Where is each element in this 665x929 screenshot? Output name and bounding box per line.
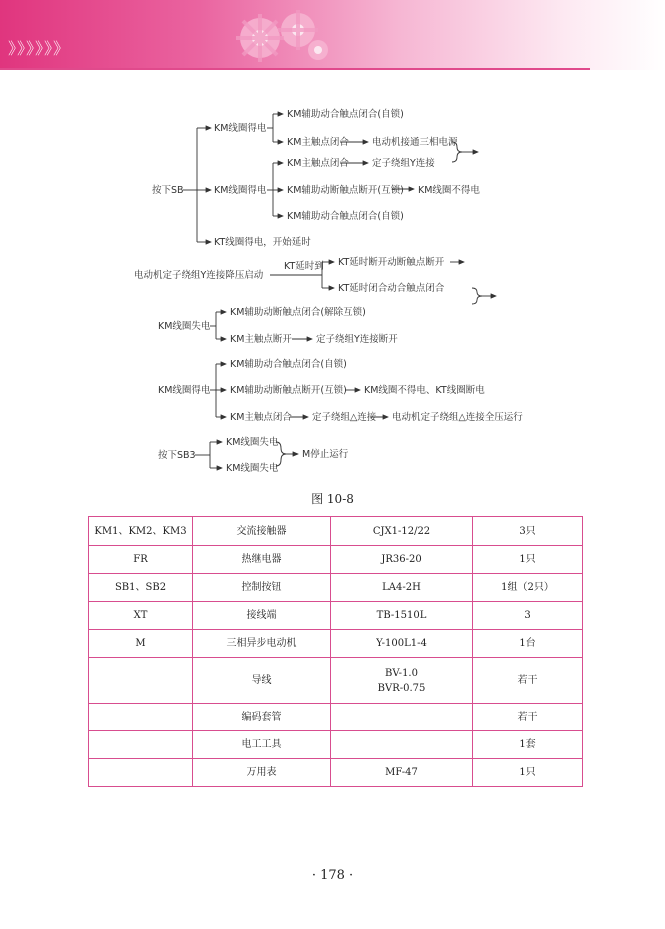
cell-name: 电工工具 bbox=[193, 731, 331, 759]
cell-name: 交流接触器 bbox=[193, 517, 331, 546]
table-row bbox=[89, 546, 583, 574]
table-row bbox=[89, 759, 583, 787]
dg-root1: 按下SB bbox=[152, 185, 184, 196]
dg-km-lose: KM线圈失电 bbox=[158, 321, 211, 332]
table-row bbox=[89, 630, 583, 658]
table-row bbox=[89, 658, 583, 704]
dg-motor-line: 电动机定子绕组Y连接降压启动 bbox=[134, 270, 264, 281]
cell-code bbox=[89, 658, 193, 704]
cell-model: MF-47 bbox=[331, 759, 473, 787]
page-number: · 178 · bbox=[311, 868, 354, 883]
dg-root1-b2-b-result: KM线圈不得电 bbox=[418, 185, 480, 196]
table-row bbox=[89, 602, 583, 630]
dg-root1-b2-a-result: 定子绕组Y连接 bbox=[372, 158, 435, 169]
dg-root1-b1-b: KM主触点闭合 bbox=[287, 137, 349, 148]
cell-name: 编码套管 bbox=[193, 704, 331, 731]
cell-qty: 若干 bbox=[473, 704, 583, 731]
cell-code: SB1、SB2 bbox=[89, 574, 193, 602]
cell-code bbox=[89, 759, 193, 787]
dg-root1-b1-b-result: 电动机接通三相电源 bbox=[372, 137, 458, 148]
dg-km-get-c-r2: 电动机定子绕组△连接全压运行 bbox=[392, 412, 523, 423]
dg-root1-b3: KT线圈得电，开始延时 bbox=[214, 237, 311, 248]
cell-qty: 1只 bbox=[473, 546, 583, 574]
cell-name: 万用表 bbox=[193, 759, 331, 787]
dg-stop: 按下SB3 bbox=[158, 450, 196, 461]
dg-km-get-a: KM辅助动合触点闭合(自锁) bbox=[230, 359, 347, 370]
cell-name: 热继电器 bbox=[193, 546, 331, 574]
chevron-decoration: 》》》》》》 bbox=[8, 39, 71, 58]
cell-qty: 1只 bbox=[473, 759, 583, 787]
dg-km-get: KM线圈得电 bbox=[158, 385, 211, 396]
cell-model bbox=[331, 658, 473, 704]
cell-qty: 3只 bbox=[473, 517, 583, 546]
dg-km-get-c-r1: 定子绕组△连接 bbox=[312, 412, 377, 423]
cell-code: KM1、KM2、KM3 bbox=[89, 517, 193, 546]
dg-root1-b1-a: KM辅助动合触点闭合(自锁) bbox=[287, 109, 404, 120]
dg-root1-b2-c: KM辅助动合触点闭合(自锁) bbox=[287, 211, 404, 222]
dg-stop-a: KM线圈失电 bbox=[226, 437, 279, 448]
figure-caption: 图 10-8 bbox=[311, 492, 354, 506]
dg-kt-delay: KT延时到 bbox=[284, 261, 324, 272]
dg-km-lose-b: KM主触点断开 bbox=[230, 334, 292, 345]
dg-km-get-c: KM主触点闭合 bbox=[230, 412, 292, 423]
dg-km-lose-a: KM辅助动断触点闭合(解除互锁) bbox=[230, 307, 366, 318]
cell-qty: 1组（2只） bbox=[473, 574, 583, 602]
table-row bbox=[89, 731, 583, 759]
cell-qty: 1台 bbox=[473, 630, 583, 658]
cell-code bbox=[89, 731, 193, 759]
cell-model bbox=[331, 704, 473, 731]
dg-km-lose-b-result: 定子绕组Y连接断开 bbox=[316, 334, 398, 345]
dg-kt-b: KT延时闭合动合触点闭合 bbox=[338, 283, 445, 294]
dg-stop-b: KM线圈失电 bbox=[226, 463, 279, 474]
cell-model bbox=[331, 731, 473, 759]
table-row bbox=[89, 704, 583, 731]
cell-name: 接线端 bbox=[193, 602, 331, 630]
dg-km-get-b-result: KM线圈不得电、KT线圈断电 bbox=[364, 385, 485, 396]
cell-model: JR36-20 bbox=[331, 546, 473, 574]
dg-root1-b2-b: KM辅助动断触点断开(互锁) bbox=[287, 185, 404, 196]
cell-code: XT bbox=[89, 602, 193, 630]
dg-km-get-b: KM辅助动断触点断开(互锁) bbox=[230, 385, 347, 396]
table-row bbox=[89, 574, 583, 602]
cell-model: LA4-2H bbox=[331, 574, 473, 602]
cell-name: 控制按钮 bbox=[193, 574, 331, 602]
dg-root1-b1: KM线圈得电 bbox=[214, 123, 267, 134]
cell-name: 三相异步电动机 bbox=[193, 630, 331, 658]
dg-stop-result: M停止运行 bbox=[302, 449, 349, 460]
dg-root1-b2: KM线圈得电 bbox=[214, 185, 267, 196]
cell-model: TB-1510L bbox=[331, 602, 473, 630]
cell-qty: 1套 bbox=[473, 731, 583, 759]
cell-model-line2: BVR-0.75 bbox=[377, 682, 426, 694]
cell-code: FR bbox=[89, 546, 193, 574]
dg-kt-a: KT延时断开动断触点断开 bbox=[338, 257, 445, 268]
cell-model: Y-100L1-4 bbox=[331, 630, 473, 658]
cell-code: M bbox=[89, 630, 193, 658]
cell-name: 导线 bbox=[193, 658, 331, 704]
cell-qty: 3 bbox=[473, 602, 583, 630]
dg-root1-b2-a: KM主触点闭合 bbox=[287, 158, 349, 169]
cell-model: CJX1-12/22 bbox=[331, 517, 473, 546]
cell-model-line1: BV-1.0 bbox=[385, 667, 418, 679]
cell-code bbox=[89, 704, 193, 731]
cell-qty: 若干 bbox=[473, 658, 583, 704]
table-row bbox=[89, 517, 583, 546]
parts-table bbox=[88, 516, 583, 787]
